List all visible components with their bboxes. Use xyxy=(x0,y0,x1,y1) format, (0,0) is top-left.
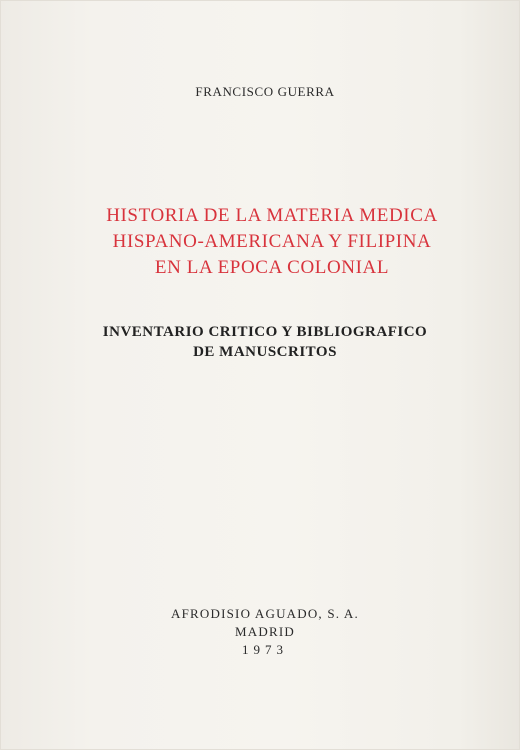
subtitle-line: DE MANUSCRITOS xyxy=(193,344,337,360)
publication-city: MADRID xyxy=(235,624,295,639)
title-line: HISPANO-AMERICANA Y FILIPINA xyxy=(112,231,432,252)
imprint xyxy=(5,605,520,659)
publication-year: 1973 xyxy=(242,642,288,657)
book-subtitle xyxy=(5,322,520,362)
subtitle-line: INVENTARIO CRITICO Y BIBLIOGRAFICO xyxy=(102,324,428,340)
author-name: FRANCISCO GUERRA xyxy=(195,84,335,99)
title-line: HISTORIA DE LA MATERIA MEDICA xyxy=(106,205,438,226)
book-title xyxy=(12,203,520,281)
title-line: EN LA EPOCA COLONIAL xyxy=(154,257,390,278)
publisher-name: AFRODISIO AGUADO, S. A. xyxy=(171,606,359,621)
